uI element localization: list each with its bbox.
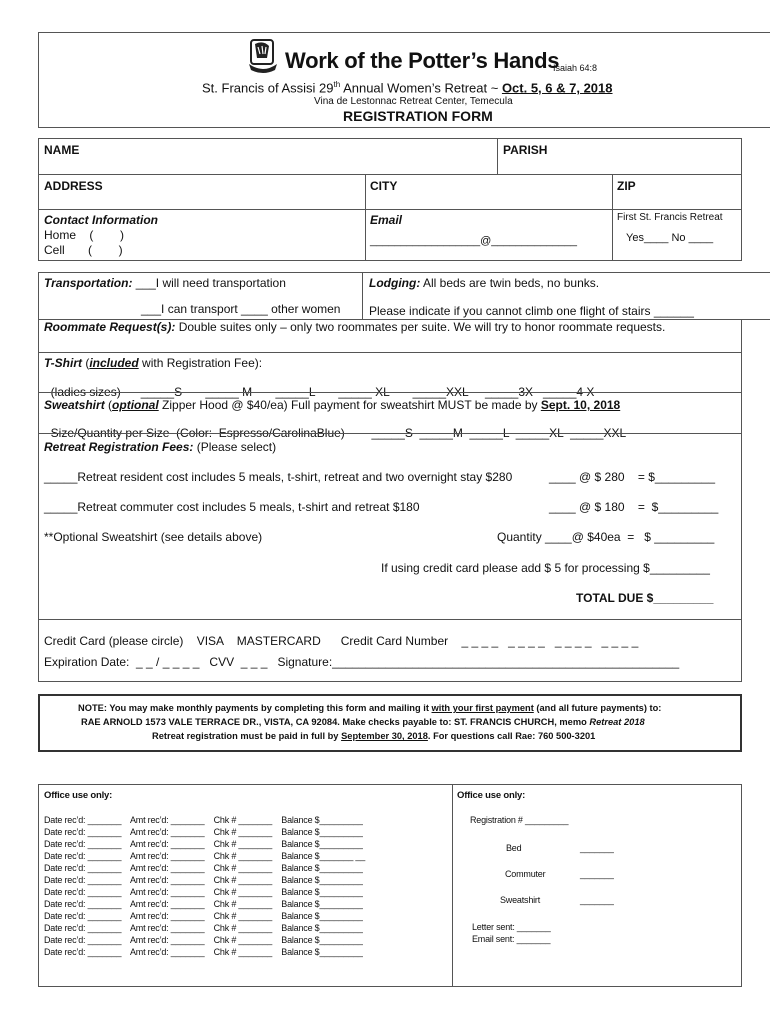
lodging-label: Lodging: [369, 276, 421, 290]
grid-line [612, 174, 613, 261]
grid-line [38, 174, 742, 175]
transportation-need[interactable] [44, 276, 286, 290]
commuter-field[interactable]: _______ [580, 869, 614, 879]
retreat-title: Work of the Potter’s Hands [285, 48, 560, 73]
sweatshirt-text: Zipper Hood @ $40/ea) Full payment for sweatshirt MUST be made by [158, 398, 541, 412]
tshirt-label: T-Shirt [44, 356, 82, 370]
retreat-dates: Oct. 5, 6 & 7, 2018 [501, 80, 613, 96]
note3-u: September 30, 2018 [341, 731, 428, 741]
subtitle-post: Annual Women’s Retreat ~ [340, 80, 502, 96]
potter-hands-logo [248, 38, 278, 74]
letter-sent[interactable]: Letter sent: _______ [472, 922, 551, 932]
section-line [38, 392, 742, 393]
lodging-line [369, 276, 599, 290]
resident-calc[interactable]: ____ @ $ 280 = $_________ [549, 470, 715, 484]
grid-line [497, 138, 498, 174]
office-row[interactable]: Date rec’d: _______ Amt rec’d: _______ Chk # _______ Balance $_________ [44, 815, 363, 825]
roommate-label: Roommate Request(s): [44, 320, 176, 334]
tshirt-sizes-label: (ladies sizes) [50, 385, 121, 399]
stairs-field[interactable]: Please indicate if you cannot climb one flight of stairs ______ [369, 304, 694, 318]
sweatshirt-deadline: Sept. 10, 2018 [540, 398, 621, 412]
fees-heading [44, 440, 276, 454]
total-due[interactable]: TOTAL DUE $_________ [576, 591, 714, 605]
sweatshirt-calc[interactable]: Quantity ____@ $40ea = $ _________ [497, 530, 715, 544]
sweatshirt-office-field[interactable]: _______ [580, 895, 614, 905]
grid-line [365, 174, 366, 261]
first-retreat-label: First St. Francis Retreat [617, 212, 723, 223]
subtitle-sup: th [333, 80, 341, 89]
bed-field[interactable]: _______ [580, 843, 614, 853]
sweatshirt-optional: optional [112, 398, 159, 412]
office-row[interactable]: Date rec’d: _______ Amt rec’d: _______ Chk # _______ Balance $_________ [44, 827, 363, 837]
section-line [38, 352, 742, 353]
bed-label: Bed [506, 843, 522, 853]
parish-label[interactable]: PARISH [503, 143, 548, 157]
note-line-3 [152, 731, 595, 741]
sweatshirt-color: Size/Quantity per Size (Color: Espresso/CarolinaBlue) [50, 426, 345, 440]
office-row[interactable]: Date rec’d: _______ Amt rec’d: _______ Chk # _______ Balance $_______ __ [44, 851, 366, 861]
fees-select: (Please select) [193, 440, 277, 454]
form-title: REGISTRATION FORM [343, 108, 493, 124]
subtitle-pre: St. Francis of Assisi 29 [202, 80, 334, 96]
office-title-right: Office use only: [457, 790, 526, 801]
expiration-line[interactable]: Expiration Date: _ _ / _ _ _ _ CVV _ _ _ Signature:____________________________________________________ [44, 655, 680, 669]
office-row[interactable]: Date rec’d: _______ Amt rec’d: _______ Chk # _______ Balance $_________ [44, 899, 363, 909]
name-label[interactable]: NAME [44, 143, 80, 157]
tshirt-size-blanks[interactable]: _____S _____ M _____L _____ XL _____XXL _____3X _____4 X [140, 385, 595, 399]
note2-i: Retreat 2018 [589, 717, 645, 727]
section-line [38, 433, 742, 434]
retreat-venue: Vina de Lestonnac Retreat Center, Temecula [314, 96, 513, 107]
office-row[interactable]: Date rec’d: _______ Amt rec’d: _______ Chk # _______ Balance $_________ [44, 887, 363, 897]
office-row[interactable]: Date rec’d: _______ Amt rec’d: _______ Chk # _______ Balance $_________ [44, 863, 363, 873]
note1-post: (and all future payments) to: [533, 703, 662, 713]
tshirt-post: with Registration Fee): [138, 356, 263, 370]
note1-u: with your first payment [431, 703, 534, 713]
credit-card-fee[interactable]: If using credit card please add $ 5 for processing $_________ [381, 561, 710, 575]
sweatshirt-sizes[interactable]: _____S _____M _____L _____XL _____XXL [371, 426, 627, 440]
note1-pre: NOTE: You may make monthly payments by completing this form and mailing it [78, 703, 432, 713]
commuter-option[interactable]: _____Retreat commuter cost includes 5 meals, t-shirt and retreat $180 [44, 500, 420, 514]
registration-number[interactable]: Registration # _________ [470, 815, 569, 825]
transportation-label: Transportation: [44, 276, 133, 290]
credit-card-line[interactable]: Credit Card (please circle) VISA MASTERCARD Credit Card Number _ _ _ _ _ _ _ _ _ _ _ _ _ _ _ _ [44, 634, 639, 648]
email-field[interactable]: __________________@______________ [370, 235, 577, 247]
email-label: Email [370, 213, 403, 227]
can-transport[interactable]: ___I can transport ____ other women [141, 302, 341, 316]
city-label[interactable]: CITY [370, 179, 398, 193]
note3-post: . For questions call Rae: 760 500-3201 [427, 731, 596, 741]
transport-divider [362, 272, 363, 320]
commuter-label: Commuter [505, 869, 546, 879]
tshirt-sizes[interactable] [44, 371, 594, 399]
scripture-verse: Isaiah 64:8 [553, 63, 598, 73]
tshirt-included: included [89, 356, 139, 370]
fees-label: Retreat Registration Fees: [44, 440, 194, 454]
contact-label: Contact Information [44, 213, 158, 227]
note3-pre: Retreat registration must be paid in full by [152, 731, 342, 741]
cell-phone-field[interactable]: Cell ( ) [44, 243, 123, 257]
office-row[interactable]: Date rec’d: _______ Amt rec’d: _______ Chk # _______ Balance $_________ [44, 875, 363, 885]
roommate-line[interactable] [44, 320, 665, 334]
office-title-left: Office use only: [44, 790, 113, 801]
email-sent[interactable]: Email sent: _______ [472, 934, 551, 944]
section-line [38, 619, 742, 620]
office-row[interactable]: Date rec’d: _______ Amt rec’d: _______ Chk # _______ Balance $_________ [44, 839, 363, 849]
address-label[interactable]: ADDRESS [44, 179, 103, 193]
note-line-1 [78, 703, 661, 713]
office-row[interactable]: Date rec’d: _______ Amt rec’d: _______ Chk # _______ Balance $_________ [44, 935, 363, 945]
resident-option[interactable]: _____Retreat resident cost includes 5 meals, t-shirt, retreat and two overnight stay $280 [44, 470, 513, 484]
sweatshirt-office-label: Sweatshirt [500, 895, 541, 905]
office-row[interactable]: Date rec’d: _______ Amt rec’d: _______ Chk # _______ Balance $_________ [44, 923, 363, 933]
office-row[interactable]: Date rec’d: _______ Amt rec’d: _______ Chk # _______ Balance $_________ [44, 947, 363, 957]
note-line-2 [81, 717, 645, 727]
roommate-text: Double suites only – only two roommates per suite. We will try to honor roommate requests. [175, 320, 666, 334]
sweatshirt-label: Sweatshirt [44, 398, 105, 412]
need-transport-text: ___I will need transportation [132, 276, 286, 290]
sweatshirt-heading: Sweatshirt (optional Zipper Hood @ $40/ea) Full payment for sweatshirt MUST be made by Sept. 10, 2018 [44, 398, 621, 412]
sweatshirt-line2[interactable] [44, 412, 626, 440]
retreat-subtitle [202, 80, 613, 95]
sweatshirt-option: **Optional Sweatshirt (see details above) [44, 530, 263, 544]
tshirt-heading: T-Shirt (included with Registration Fee): [44, 356, 263, 370]
grid-line [38, 209, 742, 210]
commuter-calc[interactable]: ____ @ $ 180 = $_________ [549, 500, 719, 514]
lodging-text: All beds are twin beds, no bunks. [420, 276, 600, 290]
note2-pre: RAE ARNOLD 1573 VALE TERRACE DR., VISTA, CA 92084. Make checks payable to: ST. FRANCIS CHURCH, memo [81, 717, 590, 727]
office-divider [452, 784, 453, 987]
zip-label[interactable]: ZIP [617, 179, 636, 193]
office-row[interactable]: Date rec’d: _______ Amt rec’d: _______ Chk # _______ Balance $_________ [44, 911, 363, 921]
home-phone-field[interactable]: Home ( ) [44, 228, 125, 242]
first-retreat-yes-no[interactable]: Yes____ No ____ [626, 232, 714, 244]
